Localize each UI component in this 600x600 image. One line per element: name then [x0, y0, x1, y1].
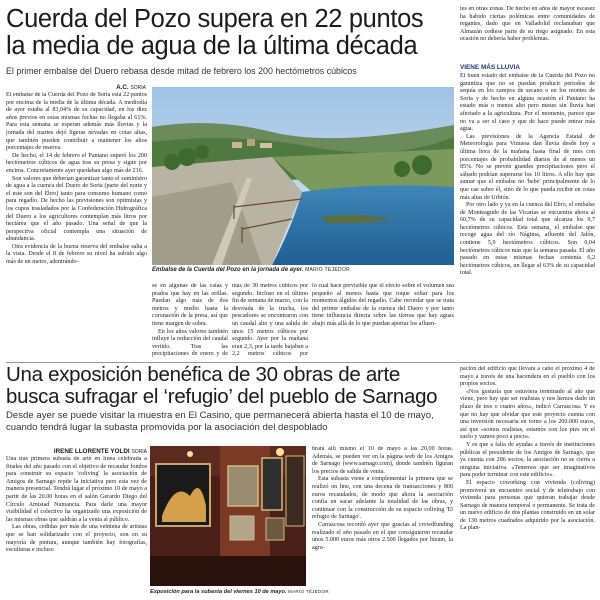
article1-headline-line1: Cuerda del Pozo supera en 22 puntos [6, 5, 424, 33]
article1-byline-place: SORIA [130, 85, 146, 91]
article1-col1-p1: El embalse de la Cuerda del Pozo de Soria está 22 puntos por encima de la media de la última década. A mediodía de ayer estaba al 83,04% de su capacidad, en los diez años previos en estas mismas fechas no llegaba al 61%. Para esta semana se esperan además más lluvias y la jornada del martes dejó ligeras nevadas en cotas altas, que también pueden contribuir a mantener los altos porcentajes de reserva. [6, 92, 147, 152]
article2-headline-line2: busca sufragar el ‘refugio’ del pueblo de Sarnago [6, 385, 438, 408]
reservoir-landscape-image [152, 87, 454, 265]
article1-column-2 [152, 283, 228, 359]
article1-column-5b [460, 73, 595, 359]
article1-photo-caption [152, 267, 454, 273]
article1-column-1 [6, 92, 147, 360]
article2-col4-p2: «Nos gustaría que estuviera terminado al año que viene, pero hay que ser realistas y nos hemos dado un plazo de tres o cuatro años», indicó Carrascosa. Y es que no hay que olvidar que este proyecto cuenta con una inversión necesaria en torno a los 200.000 euros, así que «somos realistas, estamos con los pies en el suelo y vamos poco a poco». [460, 388, 595, 441]
article1-headline-line2: la media de agua de la última década [6, 32, 418, 60]
article2-col3-p3: Carrascosa recordó ayer que gracias al crowdfunding realizado el año pasado en el que consiguieron recaudar unos 5.000 euros más otros 2.500 llegados por bizum, la agru- [312, 521, 453, 551]
article2-byline [6, 448, 147, 455]
article1-subheadline: El primer embalse del Duero rebasa desde mitad de febrero los 200 hectómetros cúbicos [6, 66, 357, 76]
article2-col3-p2: Esta subasta viene a complementar la primera que se realizó on line, con una decena de transacciones y 800 euros recaudados, de modo que ahora la asociación confía en sacar adelante la totalidad de las obras, y continuar con la construcción de su espacio coliving 'El refugio de Sarnago'. [312, 476, 453, 521]
article1-column-5 [460, 6, 595, 61]
article2-column-3 [312, 446, 453, 600]
article1-col3-p1: más de 30 metros cúbicos por segundo. Incluso en el último fin de semana de marzo, con la desviada de la trucha, los pescadores se encontraron con un caudal alto y una salida de unos 15 metros cúbicos por segundo. Ayer por la mañana eran 2,3, por la tarde bajaban a 2,2 metros cúbicos por [232, 283, 308, 358]
article1-headline [6, 6, 456, 60]
article1-col2-p2: En los años valores también influye la reducción del caudal vertido. Tras las precipitaciones de enero y de [152, 328, 228, 358]
article1-col5b-p1: El buen estado del embalse de la Cuerda del Pozo no garantiza que no se puedan producir periodos de sequía en los campos de secano o en los montes de Soria y de hecho en alguna ocasión el Pantano ha estado más o menos alto pero meses sin lluvia han afectado a la agricultura. Por el momento, parece que no va a ser el caso y que de hace puede entrar más agua. [460, 73, 595, 133]
article2-col4-p3: Y es que a falta de ayudas a través de instituciones públicas el presidente de los Amigos de Sarnago, que ya cuenta con 286 socios, la asociación no se cierra a ninguna iniciativa. «Tenemos que ser imaginativos para poder terminar con este edificio». [460, 441, 595, 479]
article1-column-4 [312, 283, 454, 359]
article1-col1-p2: De hecho, el 14 de febrero el Pantano superó los 200 hectómetros cúbicos de agua tras su presa y sigue por encima. Concretamente ayer quedaban algo más de 216. [6, 152, 147, 174]
article1-byline-author: A.C. [116, 84, 129, 91]
article2-caption-text: Exposición para la subasta del viernes 10 de mayo. [150, 589, 287, 595]
article2-col3-p1: brará allí mismo el 10 de mayo a las 20,00 horas. Además, se pueden ver en la página web de los Amigos de Sarnago (www.sarnago.com), donde también figuran los precios de salida de venta. [312, 446, 453, 475]
art-exhibition-image [150, 446, 306, 586]
article2-byline-author: IRENE LLORENTE YOLDI [53, 448, 130, 455]
article1-col5-p1: tes en otras zonas. De hecho en años de mayor escasez ha habido ciertas polémicas entre comunidades de regantes, dado que en Valladolid reclamaban que Almazán cediese parte de su riego asignado. En esta ocasión no debería haber problemas. [460, 6, 595, 43]
article2-col4-p4: El espacio coworking con vivienda (coliving) promoverá un encuentro social y de teletrabajo con vivienda para personas que quieran trabajar desde Sarnago de manera temporal o permanente. Se trata de un nuevo edificio de dos plantas construido en un solar de 130 metros cuadrados adquirido por la asociación. La plan- [460, 479, 595, 532]
article1-col5b-p2: Las previsiones de la Agencia Estatal de Meteorología para Vinuesa dan lluvia desde hoy a última hora de la mañana hasta final de mes con porcentajes de probabilidad diarios de al menos un 85%. No se prevén grandes precipitaciones pero el sábado podrían superarse los 10 litros. A ello hay que sumar que el embalse no 'bebe' principalmente de lo que cae sobre él, sino de lo que pueda recibir en cotas más altas de Urbión. [460, 133, 595, 201]
article2-column-4 [460, 366, 595, 600]
article2-subheadline: Desde ayer se puede visitar la muestra en El Casino, que permanecerá abierta hasta el 10 de mayo, cuando tendrá lugar la subasta promovida por la asociación del despoblado [6, 410, 434, 433]
article2-column-1 [6, 456, 147, 600]
article2-photo-caption [150, 589, 329, 595]
article2-byline-place: SORIA [131, 449, 147, 455]
article1-section-heading: VIENE MÁS LLUVIA [460, 64, 521, 71]
article2-col1-p2: Las obras, cedidas por más de una veintena de artistas que se han solidarizado con el proyecto, son en su mayoría de pintura, aunque también hay fotografías, esculturas e incluso [6, 524, 147, 554]
article1-column-3 [232, 283, 308, 359]
article2-photo-credit: MARIO TEJEDOR [288, 589, 329, 594]
article1-caption-text: Embalse de la Cuerda del Pozo en la jornada de ayer. [152, 267, 304, 273]
article2-headline [6, 364, 451, 408]
article1-col4-p1: lo cual hace previsible que el efecto sobre el volumen sea pequeño al menos hasta que toque soltar para los momentos álgidos del regadío. Cabe recordar que se trata del primer embalse de la cuenca del Duero y por tanto tiene influencia directa sobre las tierras que hay aguas abajo más allá de lo que puedan aportar los afluen- [312, 283, 454, 327]
article1-photo-credit: MARIO TEJEDOR [305, 267, 350, 273]
article1-byline [100, 84, 146, 91]
article2-col1-p1: Una tras primera subasta de arte en línea celebrada a finales del año pasado con el objetivo de recaudar fondos para construir su espacio 'coliving' la asociación de Amigos de Sarnago repite la iniciativa pero esta vez de manera presencial. Tendrá lugar el próximo 10 de mayo a partir de las 20.00 horas en el salón Gerardo Diego del Círculo Amistad Numancia. Para darle una mayor visibilidad el colectivo ha organizado una exposición de las mismas obras que saldrán a la venta al público. [6, 456, 147, 523]
article2-photo [150, 446, 306, 586]
article1-col2-p1: se en algunas de las calas y prados que hay en las orillas. Puedan algo más de dos metros y medio hasta la coronación de la presa, así que tiene margen de sobra. [152, 283, 228, 327]
article2-col4-p1: pación del edificio que llevará a cabo el próximo 4 de mayo a través de una hacendera en el pueblo con los propios socios. [460, 366, 595, 388]
article1-col1-p4: Otra evidencia de la buena reserva del embalse salta a la vista. Desde el 8 de febrero su nivel ha subido algo más de un metro, adentrándo- [6, 243, 147, 266]
article1-col5b-p3: Por otro lado y ya en la cuenca del Ebro, el embalse de Monteagudo de las Vicarías se encuentra ahora al 60,7% de su capacidad total que alcanza los 9,7 hectómetros cúbicos. Esta semana, el embalse que recoge agua del río Nágima, afluente del Jalón, contiene 5,9 hectómetros cúbicos. Son 0,04 hectómetros cúbicos más que la semana pasada. El año pasado en estas mismas fechas contenía 6,2 hectómetros cúbicos, un llegar al 63% de su capacidad total. [460, 202, 595, 277]
article1-col1-p3: Son valores que deberían garantizar tanto el suministro de agua a la cuenca del Duero de Soria (parte del norte y el este son del Ebro) tanto para consumo humano como para regadío. De hecho las previsiones son optimistas y los cupos trasladados por la Confederación Hidrográfica del Duero a los agricultores contemplan más litros por hectárea que el año pasado. Una señal de que la perspectiva oficial contempla una situación de abundancia. [6, 175, 147, 243]
article1-photo [152, 87, 454, 265]
article2-headline-line1: Una exposición benéfica de 30 obras de arte [6, 363, 400, 386]
